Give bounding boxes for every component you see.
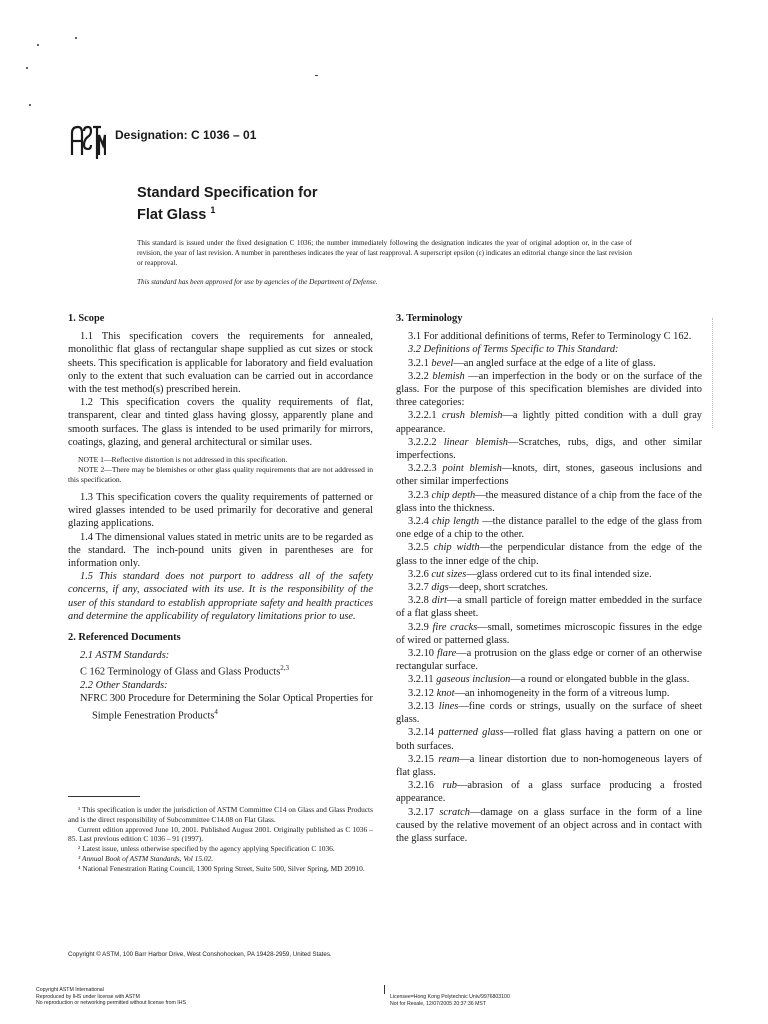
para-1-1: 1.1 This specification covers the requirements for annealed, monolithic flat glass of rectangular shape supplied as cut sizes or stock sheets. This specification is applicable for laboratory and field evaluation only to the extent that such evaluation can be carried out in accordance with the test method(s) prescribed herein. <box>68 331 373 396</box>
term-number: 3.2.16 <box>408 780 443 792</box>
term-number: 3.2.14 <box>408 727 439 739</box>
term-word: blemish <box>432 370 465 382</box>
term-word: chip width <box>433 542 480 554</box>
term-definition <box>396 409 702 435</box>
designation: Designation: C 1036 – 01 <box>115 128 257 142</box>
license-left-line: Copyright ASTM International <box>36 987 104 993</box>
footnote-1: ¹ This specification is under the jurisdiction of ASTM Committee C14 on Glass and Glass Products and is the direct responsibility of Subcommittee C14.08 on Flat Glass. <box>68 805 373 824</box>
scan-margin-mark <box>712 318 719 428</box>
section-terminology-heading: 3. Terminology <box>396 313 463 324</box>
term-definition <box>396 700 702 726</box>
term-number: 3.2.1 <box>408 357 432 369</box>
term-text: —a small particle of foreign matter embedded in the surface of a flat glass sheet. <box>396 595 702 620</box>
term-word: gaseous inclusion <box>436 674 511 686</box>
term-word: ream <box>438 753 460 765</box>
term-text: —Scratches, rubs, digs, and other similar imperfections. <box>396 436 702 462</box>
term-number: 3.2.15 <box>408 753 439 765</box>
term-definition <box>396 489 702 515</box>
ref-nfrc-300: NFRC 300 Procedure for Determining the Solar Optical Properties for Simple Fenestration Products$^4$ <box>80 693 373 722</box>
notes <box>68 455 373 485</box>
term-number: 3.2.8 <box>408 595 432 607</box>
term-definition <box>396 687 702 700</box>
term-number: 3.2.13 <box>408 700 439 712</box>
term-number: 3.2.2.2 <box>408 436 444 448</box>
note-1: NOTE 1—Reflective distortion is not addressed in this specification. <box>78 455 288 465</box>
section-referenced-documents-heading: 2. Referenced Documents <box>68 632 181 644</box>
right-column <box>396 312 702 845</box>
term-word: knot <box>436 687 455 699</box>
footnote-rule <box>68 796 140 797</box>
term-word: lines <box>438 700 459 712</box>
term-text: —the measured distance of a chip from the face of the glass into the thickness. <box>396 489 702 514</box>
term-definition <box>396 779 702 805</box>
term-text: —small, sometimes microscopic fissures in the edge of wired or patterned glass. <box>396 621 702 646</box>
ref-c162: C 162 Terminology of Glass and Glass Products$^{2,3}$ <box>80 664 289 678</box>
term-word: bevel <box>431 357 454 369</box>
ref-other-standards: 2.2 Other Standards: <box>80 680 168 692</box>
separator-mark <box>384 985 385 994</box>
license-left-line: No reproduction or networking permitted without license from IHS <box>36 1000 186 1006</box>
term-word: point blemish <box>442 463 502 475</box>
term-word: fire cracks <box>432 621 478 633</box>
term-number: 3.2.6 <box>408 568 432 580</box>
term-definition <box>396 621 702 647</box>
terms-list <box>396 357 702 846</box>
term-word: scratch <box>439 806 470 818</box>
term-definition <box>396 581 702 594</box>
designation-notice: This standard is issued under the fixed designation C 1036; the number immediately following the designation indicates the year of original adoption or, in the case of revision, the year of last revision. A number in parentheses indicates the year of last reapproval. A superscript epsilon (ε) indicates an editorial change since the last revision or reapproval. <box>137 239 632 267</box>
license-info-left <box>36 987 186 1007</box>
term-text: —fine cords or strings, usually on the surface of sheet glass. <box>396 700 703 726</box>
defense-approval-note: This standard has been approved for use by agencies of the Department of Defense. <box>137 278 378 286</box>
term-text: —damage on a glass surface in the form of a line caused by the relative movement of an object across and in contact with the glass surface. <box>396 806 702 844</box>
term-word: linear blemish <box>443 436 508 448</box>
para-1-2: 1.2 This specification covers the quality requirements of flat, transparent, clear and tinted glass having glossy, apparently plane and smooth surfaces. The glass is intended to be used primarily for mirrors, coatings, glazing, and general architectural or similar uses. <box>68 397 373 448</box>
left-column <box>68 312 373 722</box>
term-definition <box>396 594 702 620</box>
term-definition <box>396 753 702 779</box>
term-definition <box>396 357 702 370</box>
term-number: 3.2.11 <box>408 674 437 686</box>
term-text: —an inhomogeneity in the form of a vitreous lump. <box>454 687 670 699</box>
license-right-line: Not for Resale, 12/07/2005 20:37:36 MST <box>390 1000 487 1007</box>
para-1-3: 1.3 This specification covers the quality requirements of patterned or wired glasses intended to be used primarily for decorative and general glazing applications. <box>68 492 373 530</box>
footnote-4: ⁴ National Fenestration Rating Council, 1300 Spring Street, Suite 500, Silver Spring, MD 20910. <box>78 863 365 873</box>
term-word: chip length <box>431 516 480 528</box>
term-number: 3.2.7 <box>408 582 432 594</box>
license-right-line: Licensee=Hong Kong Polytechnic Univ/9976803100 <box>390 994 510 1000</box>
license-info-right <box>390 994 510 1007</box>
para-3-2: 3.2 Definitions of Terms Specific to This Standard: <box>408 344 619 356</box>
term-word: chip depth <box>431 489 476 501</box>
term-text: —abrasion of a glass surface producing a frosted appearance. <box>396 780 702 805</box>
term-word: cut sizes <box>431 568 467 580</box>
title-line-1: Standard Specification for <box>137 185 318 201</box>
term-text: —a protrusion on the glass edge or corner of an otherwise rectangular surface. <box>396 648 702 673</box>
term-text: —an imperfection in the body or on the surface of the glass. For the purpose of this specification blemishes are divided into three categories: <box>396 370 703 409</box>
term-word: patterned glass <box>438 727 504 739</box>
term-number: 3.2.2 <box>408 370 433 382</box>
term-text: —the perpendicular distance from the edge of the glass to the inner edge of the chip. <box>396 542 702 567</box>
term-word: digs <box>431 582 449 594</box>
term-definition <box>396 806 702 846</box>
term-definition <box>396 568 702 581</box>
para-1-5: 1.5 This standard does not purport to address all of the safety concerns, if any, associated with its use. It is the responsibility of the user of this standard to establish appropriate safety and health practices and determine the applicability of regulatory limitations prior to use. <box>68 571 373 622</box>
term-text: —the distance parallel to the edge of the glass from one edge of a chip to the other. <box>396 516 702 541</box>
section-scope-heading: 1. Scope <box>68 313 105 324</box>
term-number: 3.2.12 <box>408 687 437 699</box>
footnotes <box>68 796 373 874</box>
term-word: rub <box>442 780 457 792</box>
footnote-1-edition: Current edition approved June 10, 2001. Published August 2001. Originally published as C 1036 – 85. Last previous edition C 1036 – 91 (1997). <box>68 824 373 844</box>
title-footnote-ref: 1 <box>210 205 216 215</box>
term-number: 3.2.10 <box>408 648 438 660</box>
term-definition <box>396 647 702 673</box>
term-definition <box>396 436 702 462</box>
para-3-1: 3.1 For additional definitions of terms, Refer to Terminology C 162. <box>408 331 692 343</box>
term-number: 3.2.2.1 <box>408 410 442 422</box>
term-definition <box>396 541 702 567</box>
copyright-line: Copyright © ASTM, 100 Barr Harbor Drive, West Conshohocken, PA 19428-2959, United States. <box>68 951 332 958</box>
term-number: 3.2.17 <box>408 806 440 818</box>
term-number: 3.2.2.3 <box>408 463 443 475</box>
term-text: —rolled flat glass having a pattern on one or both surfaces. <box>396 727 702 752</box>
term-text: —a lightly pitted condition with a dull gray appearance. <box>396 410 703 435</box>
term-definition <box>396 726 702 752</box>
term-text: —an angled surface at the edge of a lite of glass. <box>453 357 656 369</box>
ref-astm-standards: 2.1 ASTM Standards: <box>80 650 170 662</box>
term-text: —knots, dirt, stones, gaseous inclusions and other similar imperfections <box>396 463 702 488</box>
term-number: 3.2.5 <box>408 542 434 554</box>
license-left-line: Reproduced by IHS under license with ASTM <box>36 993 140 1000</box>
term-text: —glass ordered cut to its final intended size. <box>466 568 652 580</box>
term-number: 3.2.4 <box>408 516 432 528</box>
term-definition <box>396 673 702 686</box>
term-word: dirt <box>431 595 447 607</box>
footnote-3: ³ Annual Book of ASTM Standards, Vol 15.02. <box>78 853 214 863</box>
term-word: crush blemish <box>441 410 503 422</box>
term-definition <box>396 515 702 541</box>
note-2: NOTE 2—There may be blemishes or other glass quality requirements that are not addressed in this specification. <box>68 465 373 485</box>
term-definition <box>396 370 702 410</box>
term-number: 3.2.9 <box>408 621 433 633</box>
term-number: 3.2.3 <box>408 489 432 501</box>
para-1-4: 1.4 The dimensional values stated in metric units are to be regarded as the standard. The inch-pound units given in parentheses are for information only. <box>68 531 373 570</box>
term-text: —a round or elongated bubble in the glass. <box>510 674 690 686</box>
term-definition <box>396 462 702 488</box>
term-word: flare <box>437 648 457 660</box>
document-title <box>137 185 317 224</box>
term-text: —a linear distortion due to non-homogeneous layers of flat glass. <box>396 753 703 778</box>
term-text: —deep, short scratches. <box>448 582 548 594</box>
astm-logo-icon <box>68 121 106 161</box>
title-line-2: Flat Glass $^1$ <box>137 205 216 223</box>
footnote-2: ² Latest issue, unless otherwise specified by the agency applying Specification C 1036. <box>78 844 335 854</box>
